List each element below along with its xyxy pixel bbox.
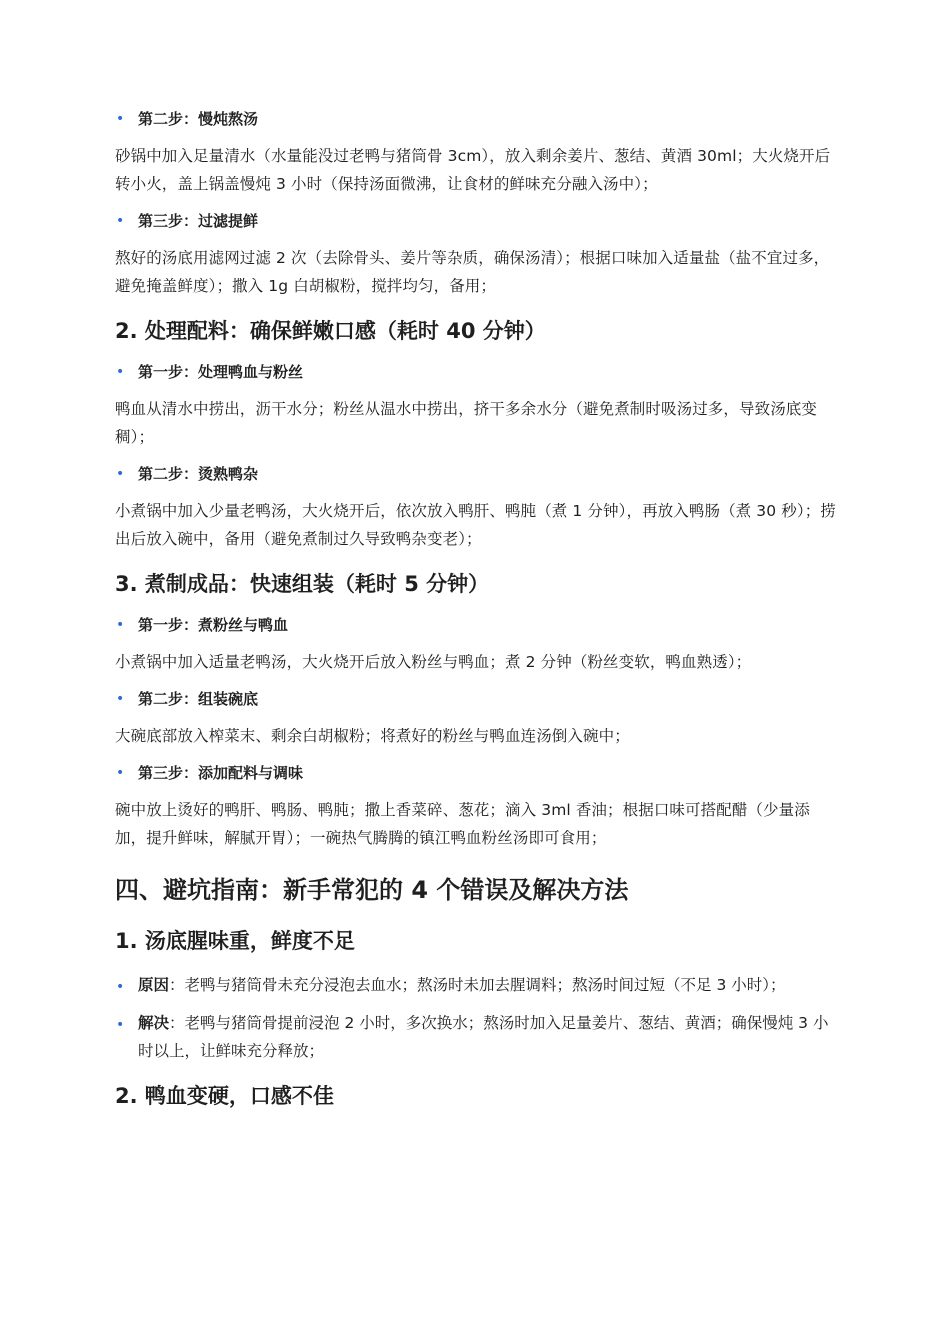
step-title: 第二步：烫熟鸭杂 bbox=[138, 465, 259, 483]
bullet-icon: • bbox=[116, 979, 125, 995]
document-content bbox=[115, 108, 840, 1126]
cause-label: 原因 bbox=[138, 976, 170, 994]
solution-item bbox=[115, 1009, 840, 1065]
step-title: 第二步：慢炖熬汤 bbox=[138, 110, 259, 128]
step-text: 熬好的汤底用滤网过滤 2 次（去除骨头、姜片等杂质，确保汤清）；根据口味加入适量盐（盐不宜过多，避免掩盖鲜度）；撒入 1g 白胡椒粉，搅拌均匀，备用； bbox=[115, 249, 830, 295]
cause-text: ：老鸭与猪筒骨未充分浸泡去血水；熬汤时未加去腥调料；熬汤时间过短（不足 3 小时）； bbox=[169, 976, 786, 994]
step-text: 小煮锅中加入适量老鸭汤，大火烧开后放入粉丝与鸭血；煮 2 分钟（粉丝变软，鸭血熟透）； bbox=[115, 653, 752, 671]
step-text: 碗中放上烫好的鸭肝、鸭肠、鸭肫；撒上香菜碎、葱花；滴入 3ml 香油；根据口味可搭配醋（少量添加，提升鲜味，解腻开胃）；一碗热气腾腾的镇江鸭血粉丝汤即可食用； bbox=[115, 801, 810, 847]
step-title: 第二步：组装碗底 bbox=[138, 690, 259, 708]
step-title: 第三步：过滤提鲜 bbox=[138, 212, 259, 230]
step-item bbox=[115, 210, 840, 232]
cause-item bbox=[115, 971, 840, 999]
chapter-heading: 四、避坑指南：新手常犯的 4 个错误及解决方法 bbox=[115, 876, 629, 904]
step-text: 小煮锅中加入少量老鸭汤，大火烧开后，依次放入鸭肝、鸭肫（煮 1 分钟），再放入鸭肠（煮 30 秒）；捞出后放入碗中，备用（避免煮制过久导致鸭杂变老）； bbox=[115, 502, 836, 548]
step-item bbox=[115, 762, 840, 784]
step-title: 第一步：处理鸭血与粉丝 bbox=[138, 363, 304, 381]
step-item bbox=[115, 614, 840, 636]
step-text: 砂锅中加入足量清水（水量能没过老鸭与猪筒骨 3cm），放入剩余姜片、葱结、黄酒 30ml；大火烧开后转小火，盖上锅盖慢炖 3 小时（保持汤面微沸，让食材的鲜味充分融入汤中）； bbox=[115, 147, 831, 193]
bullet-icon: • bbox=[116, 111, 125, 127]
step-item bbox=[115, 688, 840, 710]
step-item bbox=[115, 361, 840, 383]
section-heading: 3. 煮制成品：快速组装（耗时 5 分钟） bbox=[115, 572, 490, 596]
bullet-icon: • bbox=[116, 617, 125, 633]
bullet-icon: • bbox=[116, 1017, 125, 1033]
section-heading: 2. 处理配料：确保鲜嫩口感（耗时 40 分钟） bbox=[115, 319, 546, 343]
step-item bbox=[115, 463, 840, 485]
step-title: 第一步：煮粉丝与鸭血 bbox=[138, 616, 289, 634]
solution-label: 解决 bbox=[138, 1014, 170, 1032]
solution-text: ：老鸭与猪筒骨提前浸泡 2 小时，多次换水；熬汤时加入足量姜片、葱结、黄酒；确保慢炖 3 小时以上，让鲜味充分释放； bbox=[138, 1014, 829, 1060]
step-item bbox=[115, 108, 840, 130]
bullet-icon: • bbox=[116, 364, 125, 380]
subsection-heading: 1. 汤底腥味重，鲜度不足 bbox=[115, 929, 355, 953]
bullet-icon: • bbox=[116, 466, 125, 482]
step-text: 鸭血从清水中捞出，沥干水分；粉丝从温水中捞出，挤干多余水分（避免煮制时吸汤过多，导致汤底变稠）； bbox=[115, 400, 818, 446]
bullet-icon: • bbox=[116, 765, 125, 781]
subsection-heading: 2. 鸭血变硬，口感不佳 bbox=[115, 1084, 334, 1108]
bullet-icon: • bbox=[116, 213, 125, 229]
step-text: 大碗底部放入榨菜末、剩余白胡椒粉；将煮好的粉丝与鸭血连汤倒入碗中； bbox=[115, 727, 630, 745]
step-title: 第三步：添加配料与调味 bbox=[138, 764, 304, 782]
bullet-icon: • bbox=[116, 691, 125, 707]
